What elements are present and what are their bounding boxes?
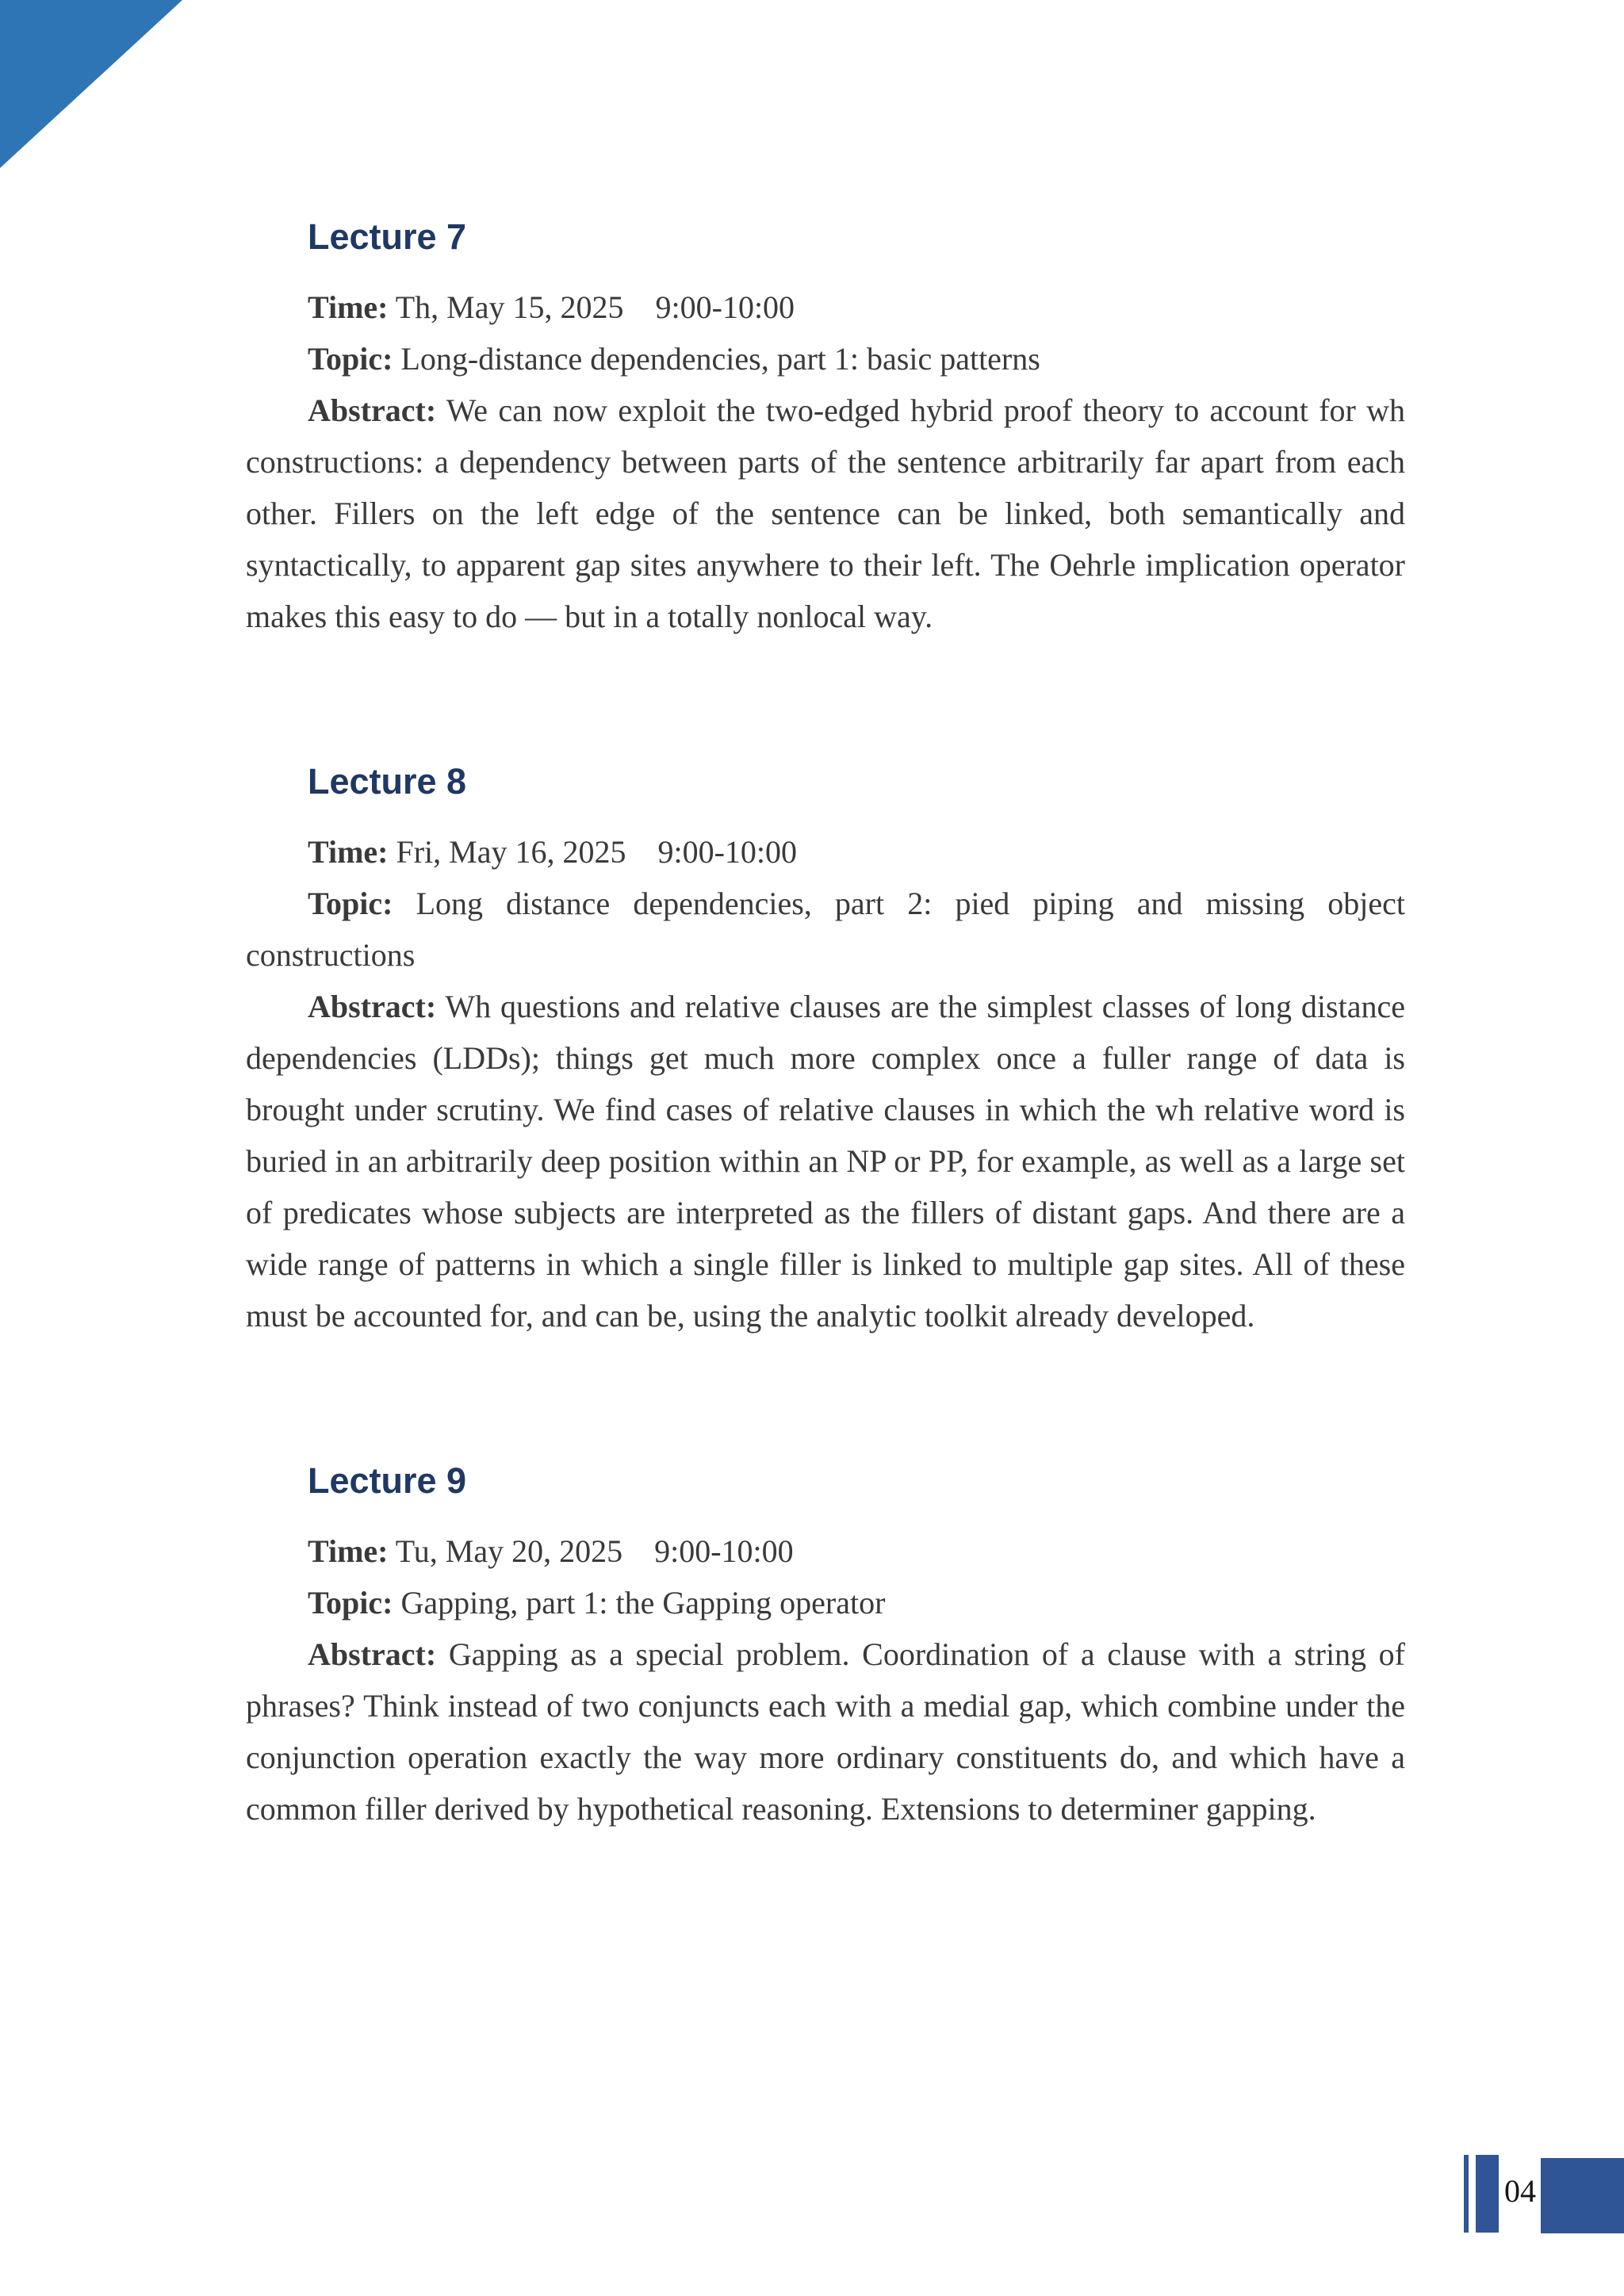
corner-triangle-decoration	[0, 0, 182, 168]
footer-thin-bar	[1464, 2155, 1469, 2233]
footer-right-rect	[1541, 2158, 1624, 2233]
topic-label: Topic:	[308, 1585, 393, 1621]
abstract-value: We can now exploit the two-edged hybrid proof theory to account for wh constructions: a dependency between parts of the sentence arbitrarily far apart from each other. Fillers on the left edge of the sentence can be linked, both semantically and syntactically, to apparent gap sites anywhere to their left. The Oehrle implication operator makes this easy to do — but in a totally nonlocal way.	[246, 392, 1406, 634]
time-value: Th, May 15, 2025 9:00-10:00	[395, 289, 795, 325]
lecture-9-abstract	[246, 1628, 1405, 1835]
time-label: Time:	[308, 834, 389, 870]
lecture-8-topic-row	[246, 878, 1405, 981]
topic-label: Topic:	[308, 341, 393, 377]
time-value: Tu, May 20, 2025 9:00-10:00	[395, 1533, 794, 1569]
topic-value: Long-distance dependencies, part 1: basic patterns	[400, 341, 1040, 377]
abstract-label: Abstract:	[308, 392, 437, 428]
lecture-7-topic-row	[246, 333, 1405, 385]
lecture-7-time-row	[246, 281, 1405, 333]
lecture-7-abstract	[246, 385, 1405, 642]
lecture-9-section	[246, 1460, 1405, 1835]
topic-label: Topic:	[308, 886, 393, 921]
time-value: Fri, May 16, 2025 9:00-10:00	[396, 834, 798, 870]
time-label: Time:	[308, 1533, 389, 1569]
abstract-label: Abstract:	[308, 1636, 437, 1672]
lecture-9-title: Lecture 9	[308, 1460, 467, 1501]
abstract-label: Abstract:	[308, 989, 437, 1024]
abstract-value: Wh questions and relative clauses are the simplest classes of long distance dependencies (LDDs); things get much more complex once a fuller range of data is brought under scrutiny. We find cases of relative clauses in which the wh relative word is buried in an arbitrarily deep position within an NP or PP, for example, as well as a large set of predicates whose subjects are interpreted as the fillers of distant gaps. And there are a wide range of patterns in which a single filler is linked to multiple gap sites. All of these must be accounted for, and can be, using the analytic toolkit already developed.	[246, 989, 1405, 1334]
time-label: Time:	[308, 289, 389, 325]
topic-value: Long distance dependencies, part 2: pied piping and missing object constructions	[246, 886, 1405, 973]
lecture-8-abstract	[246, 981, 1405, 1341]
footer-thick-bar	[1476, 2155, 1499, 2233]
lecture-9-topic-row	[246, 1577, 1405, 1628]
abstract-value: Gapping as a special problem. Coordination of a clause with a string of phrases? Think instead of two conjuncts each with a medial gap, which combine under the conjunction operation exactly the way more ordinary constituents do, and which have a common filler derived by hypothetical reasoning. Extensions to determiner gapping.	[246, 1636, 1406, 1827]
lecture-8-section	[246, 761, 1405, 1341]
document-page	[246, 0, 1405, 1835]
topic-value: Gapping, part 1: the Gapping operator	[400, 1585, 886, 1621]
lecture-7-section	[246, 216, 1405, 642]
lecture-8-time-row	[246, 826, 1405, 878]
lecture-8-title: Lecture 8	[308, 761, 467, 802]
lecture-9-time-row	[246, 1525, 1405, 1577]
lecture-7-title: Lecture 7	[308, 216, 467, 257]
page-number: 04	[1504, 2173, 1536, 2209]
